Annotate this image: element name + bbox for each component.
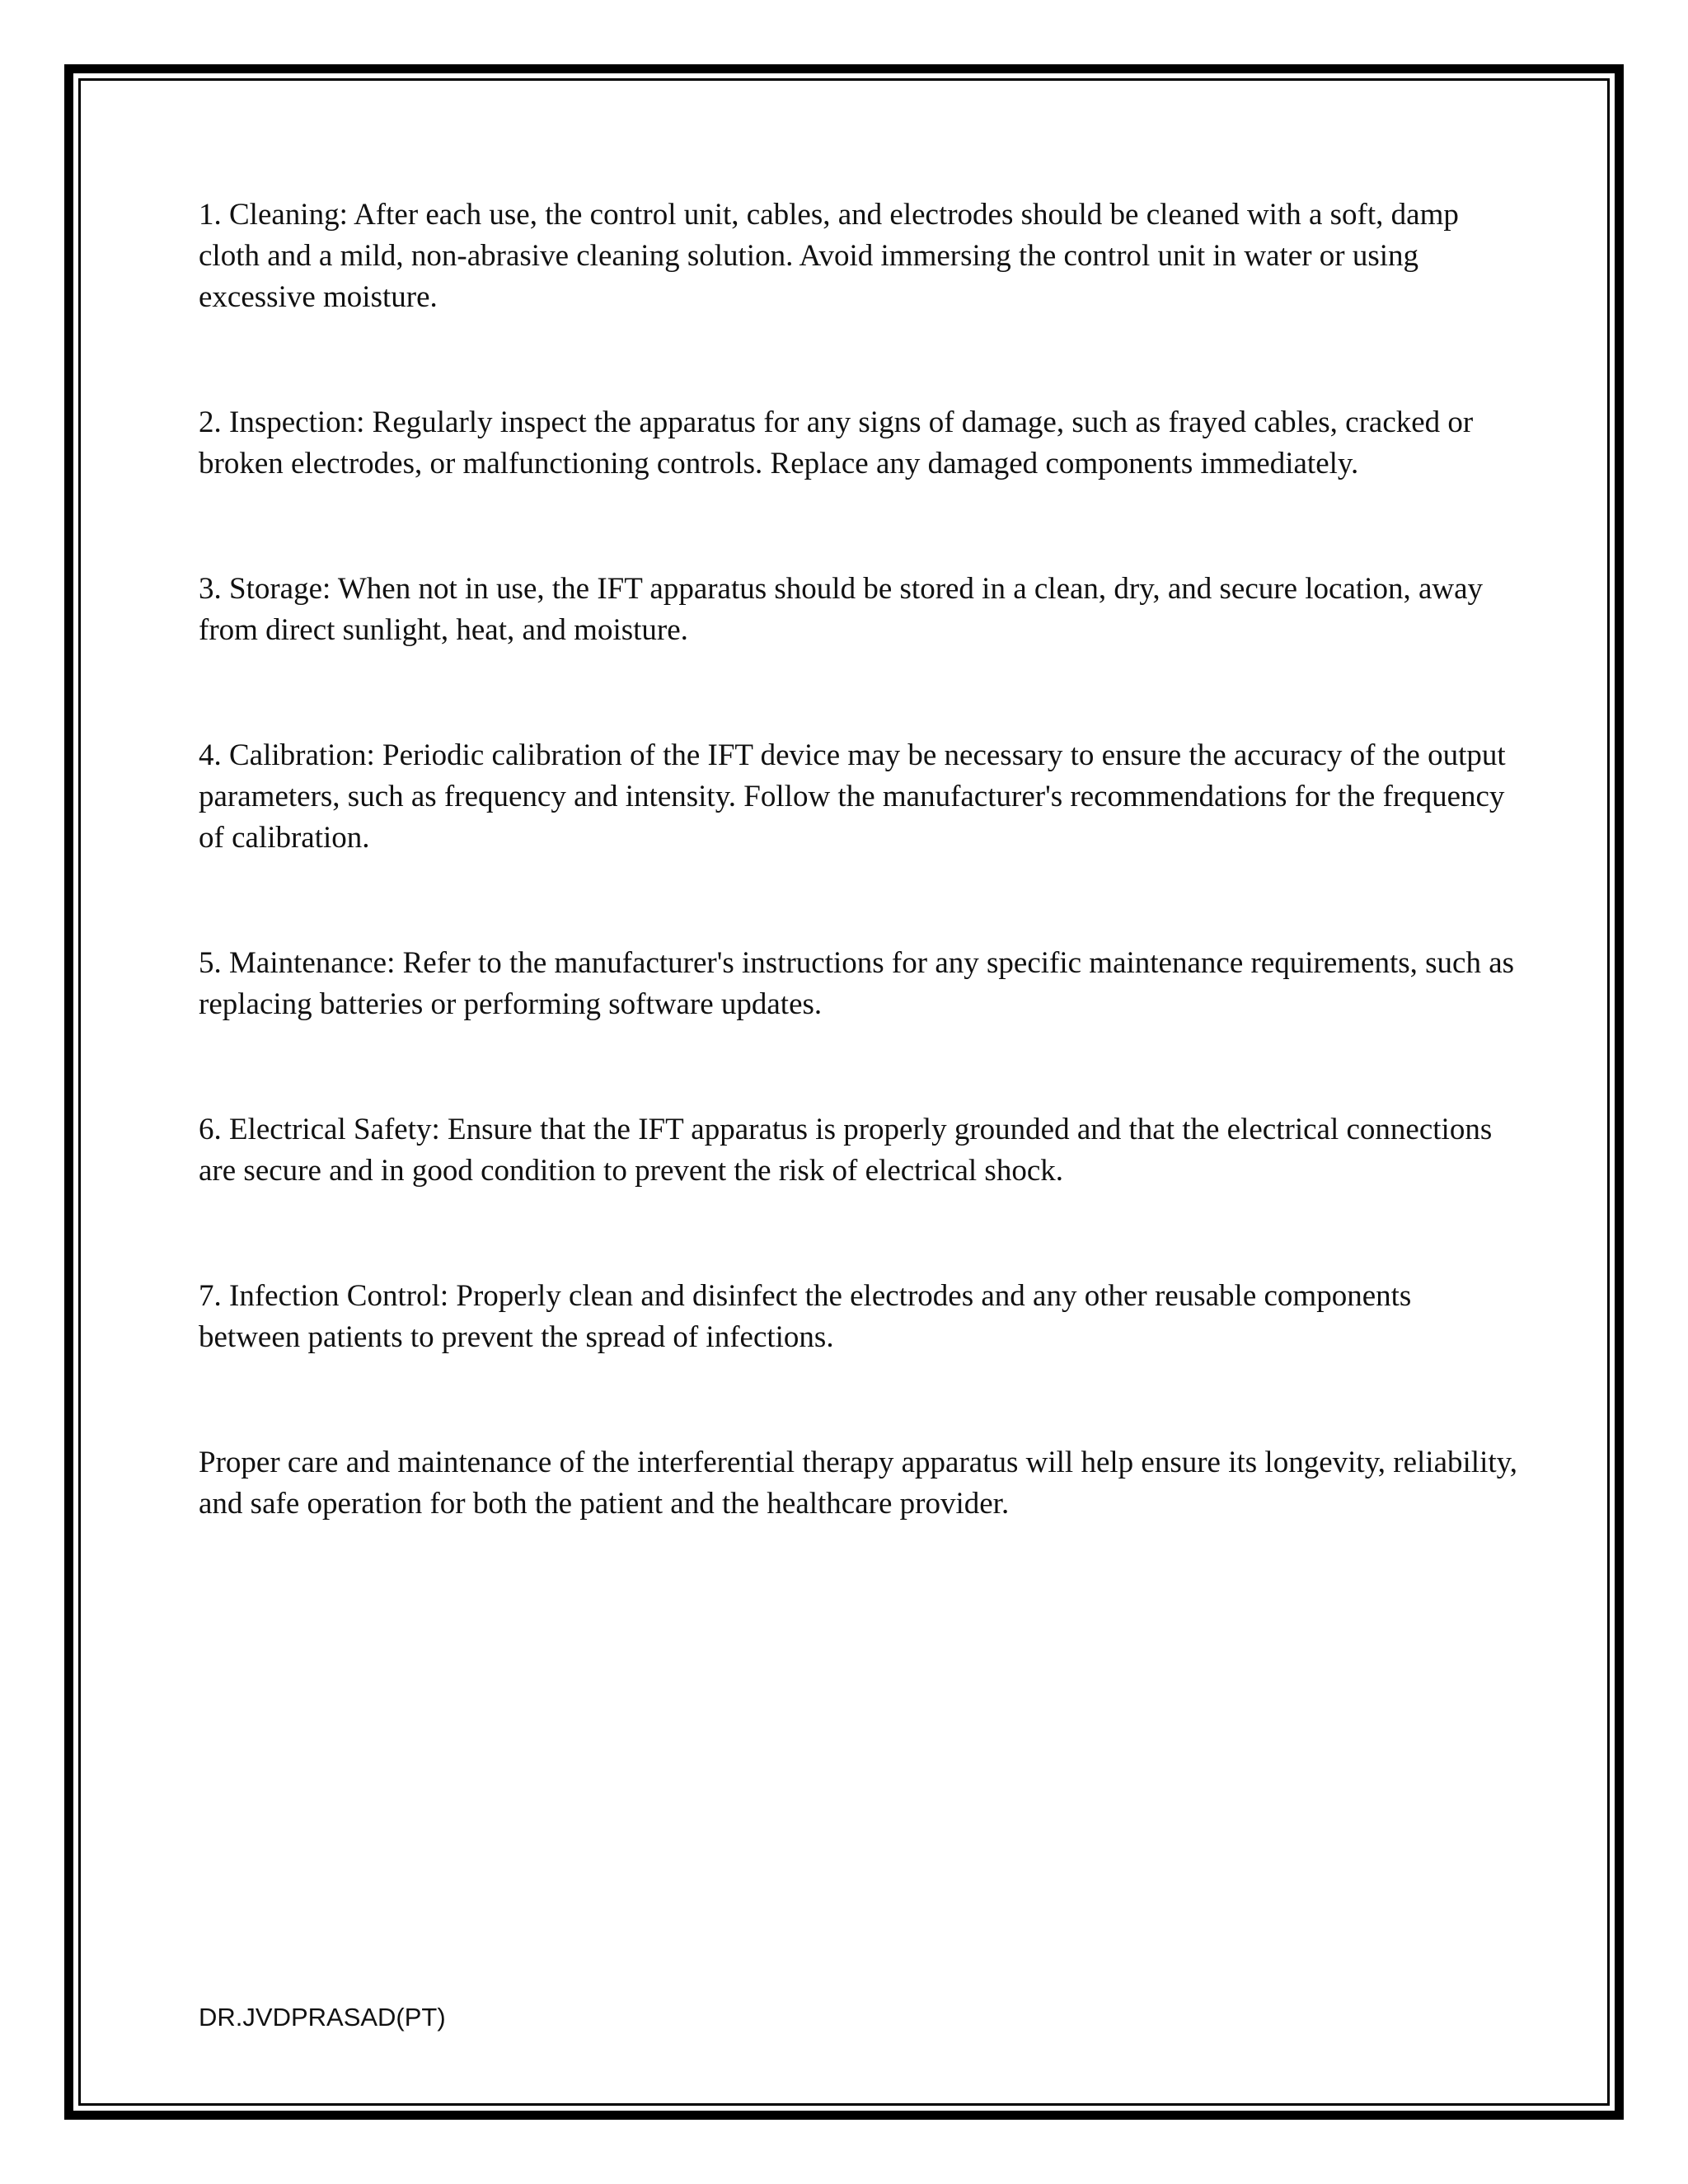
paragraph-electrical-safety: 6. Electrical Safety: Ensure that the IFT apparatus is properly grounded and that the electrical connections are secure and in good condition to prevent the risk of electrical shock. [199, 1113, 1493, 1188]
paragraph-inspection: 2. Inspection: Regularly inspect the apparatus for any signs of damage, such as frayed cables, cracked or broken electrodes, or malfunctioning controls. Replace any damaged components immediately. [199, 405, 1474, 480]
paragraph-storage: 3. Storage: When not in use, the IFT apparatus should be stored in a clean, dry, and secure location, away from direct sunlight, heat, and moisture. [199, 572, 1484, 647]
paragraph-maintenance: 5. Maintenance: Refer to the manufacturer's instructions for any specific maintenance requirements, such as replacing batteries or performing software updates. [199, 946, 1515, 1021]
page-footer: DR.JVDPRASAD(PT) [199, 2003, 446, 2032]
paragraph-infection-control: 7. Infection Control: Properly clean and disinfect the electrodes and any other reusable components between patients to prevent the spread of infections. [199, 1279, 1412, 1354]
document-body [199, 194, 1517, 1525]
paragraph-cleaning: 1. Cleaning: After each use, the control unit, cables, and electrodes should be cleaned with a soft, damp cloth and a mild, non-abrasive cleaning solution. Avoid immersing the control unit in water or using excessive moisture. [199, 198, 1459, 314]
paragraph-conclusion: Proper care and maintenance of the interferential therapy apparatus will help ensure its longevity, reliability, and safe operation for both the patient and the healthcare provider. [199, 1446, 1517, 1521]
paragraph-calibration: 4. Calibration: Periodic calibration of the IFT device may be necessary to ensure the accuracy of the output parameters, such as frequency and intensity. Follow the manufacturer's recommendations for the frequency of calibration. [199, 738, 1506, 855]
